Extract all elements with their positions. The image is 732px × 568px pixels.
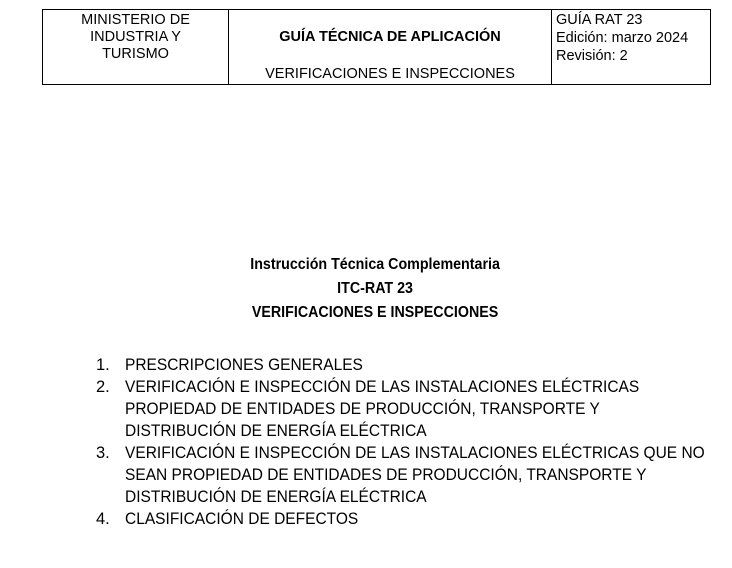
toc-item — [96, 354, 726, 376]
document-header-table — [42, 9, 711, 85]
toc-item — [96, 442, 726, 508]
toc-item-number: 1. — [96, 356, 110, 374]
toc-line: DISTRIBUCIÓN DE ENERGÍA ELÉCTRICA — [125, 422, 427, 440]
toc-item-text — [125, 508, 690, 530]
toc-item-number: 3. — [96, 444, 110, 462]
instruction-title: VERIFICACIONES E INSPECCIONES — [251, 304, 499, 321]
guide-subtitle: VERIFICACIONES E INSPECCIONES — [265, 66, 515, 82]
toc-item-text — [125, 376, 690, 442]
toc-line: VERIFICACIÓN E INSPECCIÓN DE LAS INSTALACIONES ELÉCTRICAS QUE NO — [125, 444, 705, 462]
toc-line: PRESCRIPCIONES GENERALES — [125, 356, 363, 374]
toc-item-number: 2. — [96, 378, 110, 396]
ministry-line: INDUSTRIA Y — [90, 29, 181, 45]
instruction-code: ITC-RAT 23 — [337, 280, 413, 297]
toc-line: CLASIFICACIÓN DE DEFECTOS — [125, 510, 359, 528]
guide-title-cell — [229, 10, 552, 84]
toc-item-text — [125, 442, 705, 508]
guide-title: GUÍA TÉCNICA DE APLICACIÓN — [279, 29, 501, 45]
toc-line: PROPIEDAD DE ENTIDADES DE PRODUCCIÓN, TRANSPORTE Y — [125, 400, 600, 418]
toc-item-number: 4. — [96, 510, 110, 528]
guide-code: GUÍA RAT 23 — [556, 12, 643, 28]
toc-item — [96, 508, 726, 530]
ministry-line: TURISMO — [102, 46, 169, 62]
instruction-heading: Instrucción Técnica Complementaria — [250, 256, 500, 273]
ministry-cell — [43, 10, 229, 84]
toc-line: DISTRIBUCIÓN DE ENERGÍA ELÉCTRICA — [125, 488, 427, 506]
toc-item — [96, 376, 726, 442]
guide-meta-cell — [552, 10, 710, 84]
ministry-line: MINISTERIO DE — [81, 12, 190, 28]
toc-line: SEAN PROPIEDAD DE ENTIDADES DE PRODUCCIÓN, TRANSPORTE Y — [125, 466, 647, 484]
revision-number: Revisión: 2 — [556, 48, 628, 64]
toc-line: VERIFICACIÓN E INSPECCIÓN DE LAS INSTALACIONES ELÉCTRICAS — [125, 378, 640, 396]
table-of-contents — [96, 354, 726, 530]
edition-date: Edición: marzo 2024 — [556, 30, 689, 46]
toc-item-text — [125, 354, 690, 376]
